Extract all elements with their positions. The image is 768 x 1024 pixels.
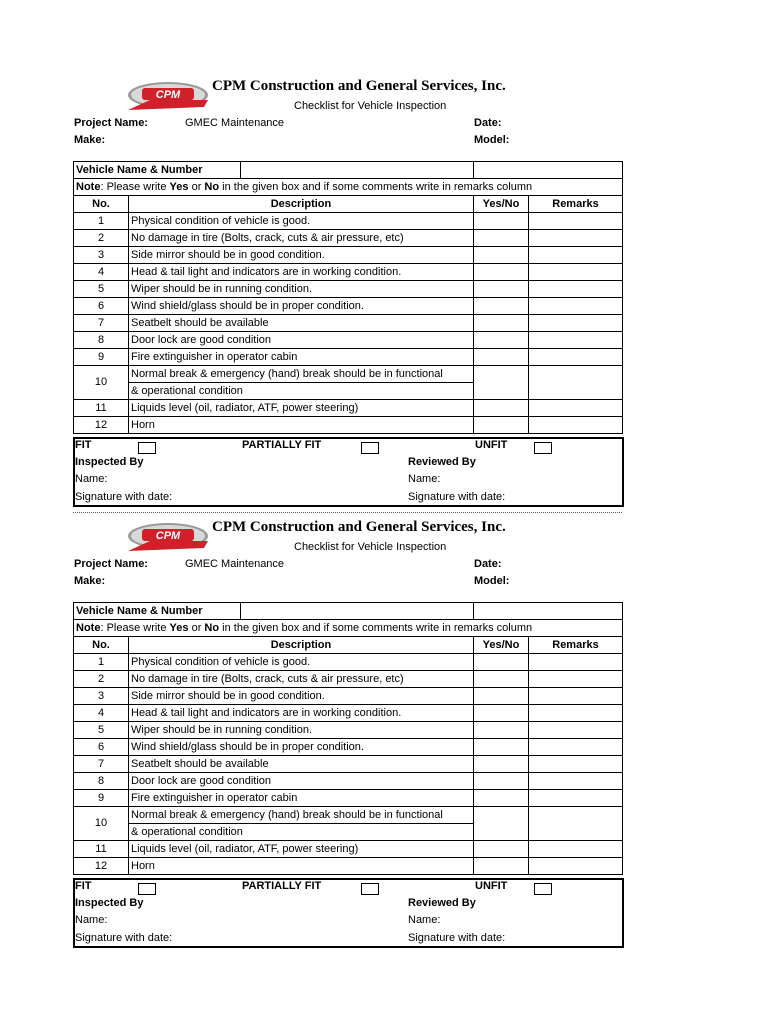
yes-no-cell[interactable] [474, 739, 529, 756]
make-label: Make: [74, 134, 106, 146]
table-row [74, 213, 623, 230]
item-description: Wiper should be in running condition. [129, 281, 474, 298]
note-note-no: No [204, 621, 220, 634]
unfit-checkbox[interactable] [534, 883, 552, 895]
item-number: 7 [74, 315, 129, 332]
item-number: 2 [74, 230, 129, 247]
remarks-cell[interactable] [529, 400, 623, 417]
fit-checkbox[interactable] [138, 883, 156, 895]
item-description: Wiper should be in running condition. [129, 722, 474, 739]
table-row [74, 281, 623, 298]
yes-no-cell[interactable] [474, 264, 529, 281]
reviewer-signature-label: Signature with date: [408, 932, 506, 944]
unfit-label: UNFIT [475, 880, 508, 892]
item-description: Normal break & emergency (hand) break should be in functional [129, 366, 474, 383]
item-number: 4 [74, 705, 129, 722]
note-note-yes: Yes [169, 180, 189, 193]
logo-text: CPM [155, 530, 181, 542]
yes-no-cell[interactable] [474, 298, 529, 315]
cpm-logo [120, 80, 210, 112]
remarks-cell[interactable] [529, 688, 623, 705]
yes-no-cell[interactable] [474, 790, 529, 807]
yes-no-cell[interactable] [474, 671, 529, 688]
date-label: Date: [474, 117, 502, 129]
item-number: 2 [74, 671, 129, 688]
model-label: Model: [474, 134, 510, 146]
remarks-cell[interactable] [529, 807, 623, 841]
table-row [74, 264, 623, 281]
item-description: Head & tail light and indicators are in working condition. [129, 264, 474, 281]
item-description: Seatbelt should be available [129, 315, 474, 332]
remarks-cell[interactable] [529, 671, 623, 688]
note-note-text: : Please write [100, 180, 170, 193]
remarks-cell[interactable] [529, 756, 623, 773]
partially-fit-checkbox[interactable] [361, 442, 379, 454]
make-label: Make: [74, 575, 106, 587]
item-number: 9 [74, 349, 129, 366]
yes-no-cell[interactable] [474, 400, 529, 417]
inspector-signature-label: Signature with date: [75, 491, 173, 503]
remarks-cell[interactable] [529, 247, 623, 264]
table-row [74, 315, 623, 332]
remarks-cell[interactable] [529, 705, 623, 722]
note-note-rest: in the given box and if some comments write in remarks column [219, 621, 533, 634]
yes-no-cell[interactable] [474, 705, 529, 722]
remarks-cell[interactable] [529, 722, 623, 739]
item-description: Seatbelt should be available [129, 756, 474, 773]
table-row [74, 756, 623, 773]
table-row [74, 671, 623, 688]
header-remarks: Remarks [529, 196, 623, 213]
page-divider [73, 512, 622, 513]
reviewer-name-label: Name: [408, 914, 441, 926]
item-number: 11 [74, 400, 129, 417]
note-text [74, 620, 623, 637]
yes-no-cell[interactable] [474, 281, 529, 298]
company-name: CPM Construction and General Services, Inc. [212, 78, 506, 94]
table-row [74, 705, 623, 722]
item-number: 8 [74, 773, 129, 790]
yes-no-cell[interactable] [474, 688, 529, 705]
inspected-by-label: Inspected By [75, 897, 144, 909]
header-row [74, 196, 623, 213]
item-description: Normal break & emergency (hand) break should be in functional [129, 807, 474, 824]
item-description: Fire extinguisher in operator cabin [129, 349, 474, 366]
table-row [74, 298, 623, 315]
note-note-prefix: Note [76, 180, 101, 193]
item-number: 4 [74, 264, 129, 281]
form-subtitle: Checklist for Vehicle Inspection [294, 100, 447, 112]
item-description: No damage in tire (Bolts, crack, cuts & air pressure, etc) [129, 671, 474, 688]
table-row [74, 366, 623, 383]
yes-no-cell[interactable] [474, 807, 529, 841]
item-number: 5 [74, 722, 129, 739]
item-description: Door lock are good condition [129, 332, 474, 349]
item-number: 12 [74, 858, 129, 875]
item-description: Horn [129, 858, 474, 875]
table-row [74, 841, 623, 858]
item-number: 6 [74, 739, 129, 756]
project-name-label: Project Name: [74, 558, 148, 570]
item-description: No damage in tire (Bolts, crack, cuts & air pressure, etc) [129, 230, 474, 247]
unfit-label: UNFIT [475, 439, 508, 451]
reviewer-name-label: Name: [408, 473, 441, 485]
remarks-cell[interactable] [529, 790, 623, 807]
table-row [74, 807, 623, 824]
item-number: 3 [74, 247, 129, 264]
vehicle-value-cell[interactable] [474, 603, 623, 620]
item-number: 1 [74, 654, 129, 671]
fit-label: FIT [75, 439, 92, 451]
remarks-cell[interactable] [529, 332, 623, 349]
reviewed-by-label: Reviewed By [408, 456, 476, 468]
yes-no-cell[interactable] [474, 349, 529, 366]
table-row [74, 417, 623, 434]
assessment-section [73, 878, 624, 948]
vehicle-row [74, 603, 623, 620]
item-description: Liquids level (oil, radiator, ATF, power steering) [129, 841, 474, 858]
table-row [74, 654, 623, 671]
table-row [74, 349, 623, 366]
assessment-section [73, 437, 624, 507]
table-row [74, 722, 623, 739]
remarks-cell[interactable] [529, 298, 623, 315]
remarks-cell[interactable] [529, 315, 623, 332]
yes-no-cell[interactable] [474, 230, 529, 247]
header-no: No. [74, 196, 129, 213]
item-number: 12 [74, 417, 129, 434]
partially-fit-label: PARTIALLY FIT [242, 439, 322, 451]
table-row [74, 247, 623, 264]
item-description: Door lock are good condition [129, 773, 474, 790]
vehicle-value-cell[interactable] [474, 162, 623, 179]
item-description: Liquids level (oil, radiator, ATF, power steering) [129, 400, 474, 417]
remarks-cell[interactable] [529, 230, 623, 247]
inspected-by-label: Inspected By [75, 456, 144, 468]
item-number: 11 [74, 841, 129, 858]
checklist-table [73, 602, 623, 875]
date-label: Date: [474, 558, 502, 570]
vehicle-row [74, 162, 623, 179]
item-number: 10 [74, 366, 129, 400]
project-name-value: GMEC Maintenance [185, 117, 285, 129]
item-description-continued: & operational condition [129, 824, 474, 841]
header-remarks: Remarks [529, 637, 623, 654]
header-yes-no: Yes/No [474, 196, 529, 213]
form-subtitle: Checklist for Vehicle Inspection [294, 541, 447, 553]
item-description: Side mirror should be in good condition. [129, 247, 474, 264]
item-number: 6 [74, 298, 129, 315]
model-label: Model: [474, 575, 510, 587]
remarks-cell[interactable] [529, 858, 623, 875]
table-row [74, 773, 623, 790]
item-description: Side mirror should be in good condition. [129, 688, 474, 705]
header-description: Description [129, 196, 474, 213]
item-description: Wind shield/glass should be in proper condition. [129, 739, 474, 756]
table-row [74, 858, 623, 875]
header-yes-no: Yes/No [474, 637, 529, 654]
table-row [74, 688, 623, 705]
item-description: Fire extinguisher in operator cabin [129, 790, 474, 807]
cpm-logo [120, 521, 210, 553]
header-description: Description [129, 637, 474, 654]
remarks-cell[interactable] [529, 417, 623, 434]
reviewed-by-label: Reviewed By [408, 897, 476, 909]
header-row [74, 637, 623, 654]
note-note-or: or [188, 180, 205, 193]
note-note-rest: in the given box and if some comments write in remarks column [219, 180, 533, 193]
vehicle-label: Vehicle Name & Number [74, 162, 474, 179]
remarks-cell[interactable] [529, 281, 623, 298]
item-number: 8 [74, 332, 129, 349]
yes-no-cell[interactable] [474, 315, 529, 332]
fit-label: FIT [75, 880, 92, 892]
item-number: 10 [74, 807, 129, 841]
item-number: 3 [74, 688, 129, 705]
item-description: Physical condition of vehicle is good. [129, 654, 474, 671]
item-description: Horn [129, 417, 474, 434]
project-name-value: GMEC Maintenance [185, 558, 285, 570]
item-number: 1 [74, 213, 129, 230]
yes-no-cell[interactable] [474, 417, 529, 434]
remarks-cell[interactable] [529, 264, 623, 281]
note-note-yes: Yes [169, 621, 189, 634]
header-no: No. [74, 637, 129, 654]
note-text [74, 179, 623, 196]
inspector-name-label: Name: [75, 914, 108, 926]
project-name-label: Project Name: [74, 117, 148, 129]
company-name: CPM Construction and General Services, Inc. [212, 519, 506, 535]
note-note-text: : Please write [100, 621, 170, 634]
item-description: Physical condition of vehicle is good. [129, 213, 474, 230]
yes-no-cell[interactable] [474, 247, 529, 264]
checklist-table [73, 161, 623, 434]
remarks-cell[interactable] [529, 366, 623, 400]
unfit-checkbox[interactable] [534, 442, 552, 454]
yes-no-cell[interactable] [474, 858, 529, 875]
yes-no-cell[interactable] [474, 722, 529, 739]
partially-fit-checkbox[interactable] [361, 883, 379, 895]
table-row [74, 230, 623, 247]
note-note-no: No [204, 180, 220, 193]
vehicle-label: Vehicle Name & Number [74, 603, 474, 620]
yes-no-cell[interactable] [474, 332, 529, 349]
remarks-cell[interactable] [529, 773, 623, 790]
yes-no-cell[interactable] [474, 366, 529, 400]
item-number: 7 [74, 756, 129, 773]
remarks-cell[interactable] [529, 841, 623, 858]
item-number: 5 [74, 281, 129, 298]
logo-text: CPM [155, 89, 181, 101]
note-note-prefix: Note [76, 621, 101, 634]
remarks-cell[interactable] [529, 213, 623, 230]
fit-checkbox[interactable] [138, 442, 156, 454]
yes-no-cell[interactable] [474, 841, 529, 858]
item-description-continued: & operational condition [129, 383, 474, 400]
inspector-signature-label: Signature with date: [75, 932, 173, 944]
item-description: Head & tail light and indicators are in working condition. [129, 705, 474, 722]
table-row [74, 790, 623, 807]
yes-no-cell[interactable] [474, 654, 529, 671]
yes-no-cell[interactable] [474, 773, 529, 790]
table-row [74, 332, 623, 349]
item-description: Wind shield/glass should be in proper condition. [129, 298, 474, 315]
note-row [74, 620, 623, 637]
note-row [74, 179, 623, 196]
yes-no-cell[interactable] [474, 213, 529, 230]
note-note-or: or [188, 621, 205, 634]
item-number: 9 [74, 790, 129, 807]
remarks-cell[interactable] [529, 349, 623, 366]
inspector-name-label: Name: [75, 473, 108, 485]
remarks-cell[interactable] [529, 654, 623, 671]
partially-fit-label: PARTIALLY FIT [242, 880, 322, 892]
table-row [74, 400, 623, 417]
table-row [74, 739, 623, 756]
yes-no-cell[interactable] [474, 756, 529, 773]
reviewer-signature-label: Signature with date: [408, 491, 506, 503]
remarks-cell[interactable] [529, 739, 623, 756]
